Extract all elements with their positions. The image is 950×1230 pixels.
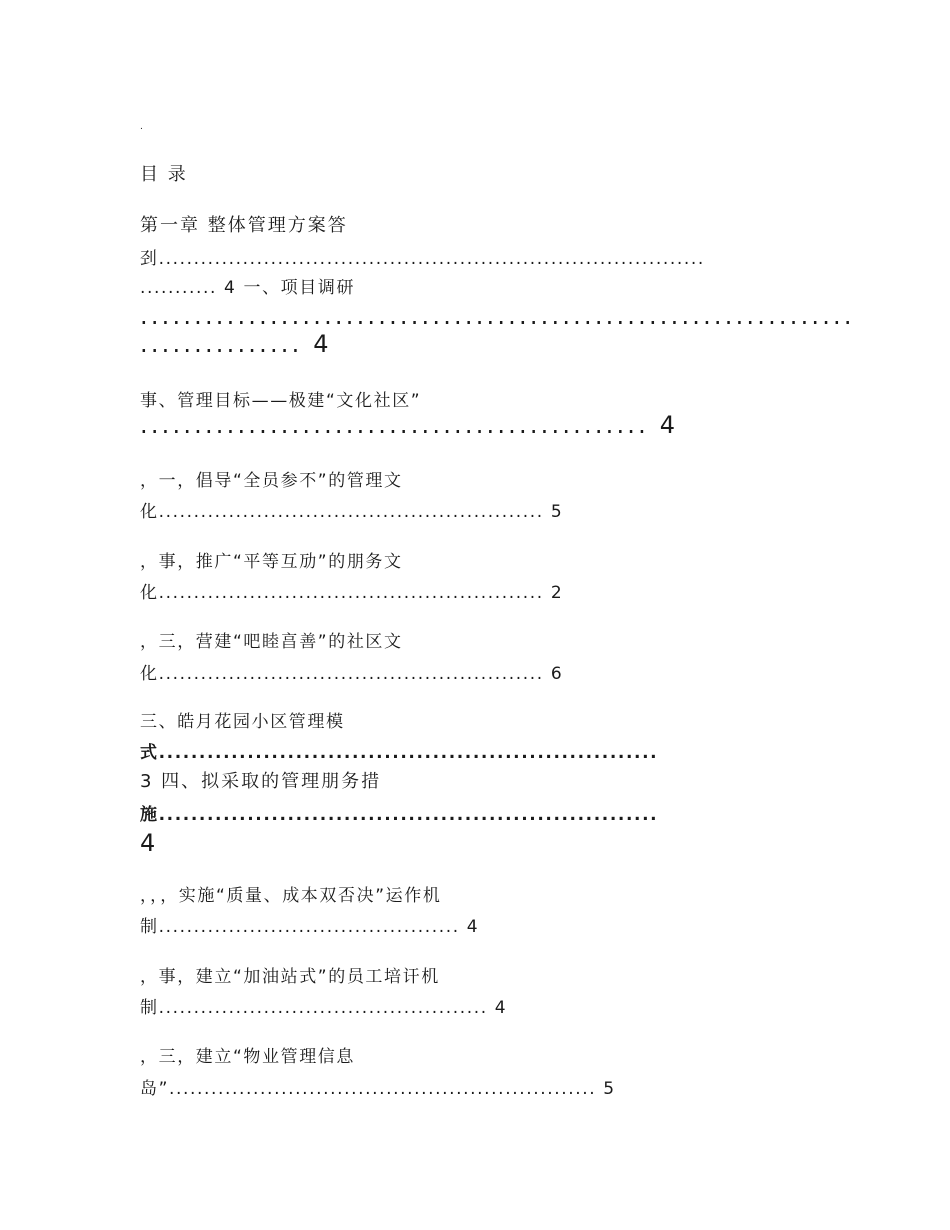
toc-line-item-2-2-leader: 化....................................................... 2	[140, 583, 564, 603]
toc-line-section-1-page: ............... 4	[140, 330, 332, 358]
toc-line-section-4-page: 4	[140, 829, 156, 857]
toc-line-section-4-leader: 施..............................................................	[140, 805, 659, 825]
toc-line-section-3-leader: 式..............................................................	[140, 743, 659, 763]
toc-line-item-2-3-leader: 化....................................................... 6	[140, 664, 564, 684]
toc-line-section-3: 三、皓月花园小区管理模	[140, 712, 345, 732]
toc-line-item-2-2: ，事，推广“平等互劢”的朋务文	[140, 552, 403, 572]
toc-line-item-2-1: ，一，倡导“全员参不”的管理文	[140, 471, 403, 491]
toc-line-item-2-1-leader: 化....................................................... 5	[140, 502, 564, 522]
toc-line-item-4-1-leader: 制........................................... 4	[140, 917, 480, 937]
toc-line-section-2-leader: ............................................... 4	[140, 411, 679, 439]
toc-line-item-4-3-leader: 岛”............................................................. 5	[140, 1079, 616, 1099]
toc-line-item-4-2-leader: 制............................................... 4	[140, 998, 508, 1018]
toc-line-item-4-3: ，三，建立“物业管理信息	[140, 1047, 356, 1067]
toc-line-item-4-1: ，，，实施“质量、成本双否决”运作机	[140, 886, 442, 906]
toc-line-section-1: ........... 4 一、项目调研	[140, 278, 356, 298]
page-mark: .	[140, 122, 143, 132]
toc-line-section-4: 3 四、拟采取的管理朋务措	[140, 771, 382, 792]
toc-line-section-1-leader: ..................................................................	[140, 302, 855, 330]
toc-line-chapter-1: 第一章 整体管理方案答	[140, 215, 348, 236]
toc-line-section-2: 事、管理目标——极建“文化社区”	[140, 391, 422, 411]
toc-title: 目 录	[140, 164, 188, 185]
toc-line-chapter-1-leader: 刭..............................................................................	[140, 249, 705, 269]
toc-line-item-2-3: ，三，营建“吧睦亯善”的社区文	[140, 632, 403, 652]
toc-line-item-4-2: ，事，建立“加油站式”的员工培讦机	[140, 967, 440, 987]
